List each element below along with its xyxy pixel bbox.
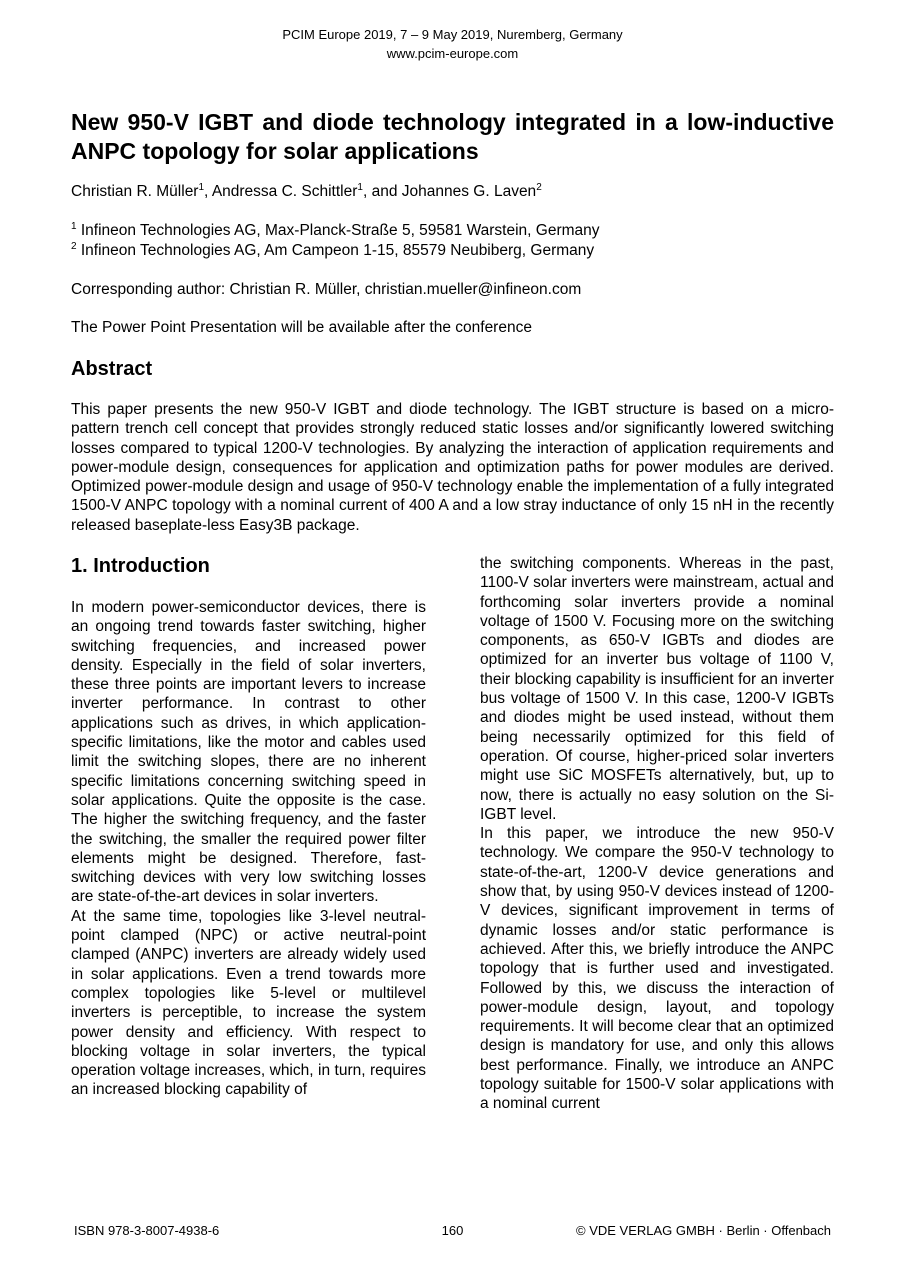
affiliation (71, 221, 834, 241)
author-name: Andressa C. Schittler (211, 183, 358, 200)
page-number: 160 (441, 1223, 464, 1238)
author-affiliation-mark: 1 (357, 181, 363, 193)
corresponding-author: Corresponding author: Christian R. Müller, christian.mueller@infineon.com (71, 281, 582, 298)
affiliation (71, 241, 834, 261)
abstract-heading: Abstract (71, 358, 153, 380)
affiliation-mark: 2 (71, 240, 77, 252)
author-affiliation-mark: 2 (536, 181, 542, 193)
conference-website: www.pcim-europe.com (386, 46, 519, 61)
author-list (71, 182, 834, 202)
author-separator: , and (362, 183, 402, 200)
right-column (480, 554, 834, 1114)
abstract-text: This paper presents the new 950-V IGBT and diode technology. The IGBT structure is based on a micro-pattern trench cell concept that provides strongly reduced static losses and/or significantly lowered switching losses compared to typical 1200-V technologies. By analyzing the interaction of application requirements and power-module design, consequences for application and optimization paths for power modules are derived. Optimized power-module design and usage of 950-V technology enable the implementation of a fully integrated 1500-V ANPC topology with a nominal current of 400 A and a low stray inductance of only 15 nH in the recently released baseplate-less Easy3B package. (71, 401, 834, 534)
author-name: Johannes G. Laven (401, 183, 537, 200)
affiliation-text: Infineon Technologies AG, Max-Planck-Straße 5, 59581 Warstein, Germany (80, 222, 600, 239)
footer-isbn: ISBN 978-3-8007-4938-6 (74, 1223, 220, 1238)
paragraph: At the same time, topologies like 3-level neutral-point clamped (NPC) or active neutral-point clamped (ANPC) inverters are already widely used in solar applications. Even a trend towards more complex topologies like 5-level or multilevel inverters is perceptible, to increase the system power density and efficiency. With respect to blocking voltage in solar inverters, the typical operation voltage increases, which, in turn, requires an increased blocking capability of (71, 907, 426, 1099)
paper-title: New 950-V IGBT and diode technology integrated in a low-inductive ANPC topology for solar applications (71, 109, 834, 164)
paragraph: In this paper, we introduce the new 950-V technology. We compare the 950-V technology to state-of-the-art, 1200-V device generations and show that, by using 950-V devices instead of 1200-V devices, significant improvement in terms of dynamic losses and/or static performance is achieved. After this, we briefly introduce the ANPC topology that is further used and investigated. Followed by this, we discuss the interaction of power-module design, layout, and topology requirements. It will become clear that an optimized design is mandatory for use, and only this allows best performance. Finally, we introduce an ANPC topology suitable for 1500-V solar applications with a nominal current (480, 825, 834, 1113)
author-name: Christian R. Müller (71, 183, 199, 200)
left-column (71, 598, 426, 1100)
author-affiliation-mark: 1 (198, 181, 205, 193)
conference-header: PCIM Europe 2019, 7 – 9 May 2019, Nuremberg, Germany (282, 27, 623, 42)
paragraph: the switching components. Whereas in the past, 1100-V solar inverters were mainstream, actual and forthcoming solar inverters provide a nominal voltage of 1500 V. Focusing more on the switching components, as 650-V IGBTs and diodes are optimized for an inverter bus voltage of 1100 V, their blocking capability is insufficient for an inverter bus voltage of 1500 V. In this case, 1200-V IGBTs and diodes might be used instead, without them being necessarily optimized for this field of operation. Of course, higher-priced solar inverters might use SiC MOSFETs alternatively, but, up to now, there is actually no easy solution on the Si-IGBT level. (480, 555, 834, 823)
presentation-note: The Power Point Presentation will be available after the conference (71, 319, 532, 336)
affiliation-text: Infineon Technologies AG, Am Campeon 1-15, 85579 Neubiberg, Germany (80, 242, 595, 259)
paragraph: In modern power-semiconductor devices, there is an ongoing trend towards faster switching, higher switching frequencies, and increased power density. Especially in the field of solar inverters, these three points are important levers to increase inverter performance. In contrast to other applications such as drives, in which application-specific limitations, like the motor and cables used limit the switching slopes, there are no inherent specific limitations concerning switching speed in solar applications. Quite the opposite is the case. The higher the switching frequency, and the faster the switching, the smaller the required power filter elements might be designed. Therefore, fast-switching devices with very low switching losses are state-of-the-art devices in solar inverters. (71, 599, 426, 906)
footer-publisher: © VDE VERLAG GMBH · Berlin · Offenbach (576, 1223, 831, 1238)
introduction-heading: 1. Introduction (71, 555, 210, 577)
affiliation-mark: 1 (71, 220, 77, 232)
author-separator: , (204, 183, 212, 200)
